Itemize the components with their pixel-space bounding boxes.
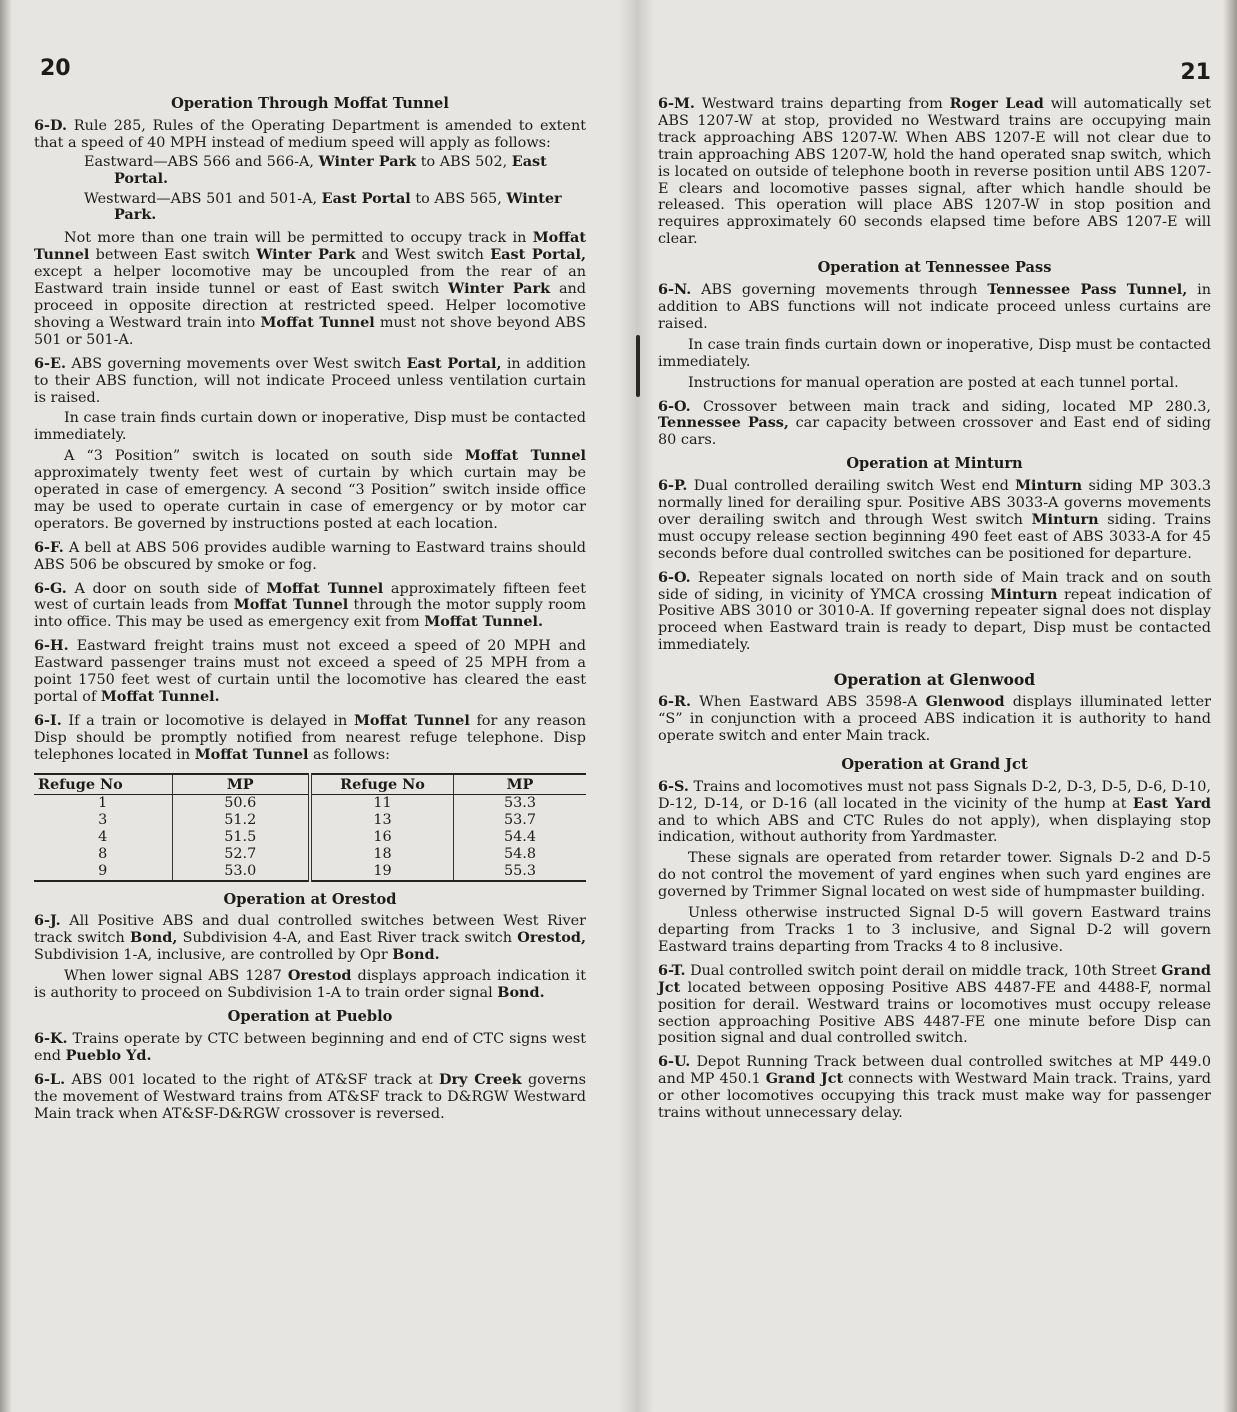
table-cell: 51.2 — [172, 812, 310, 829]
table-header: MP — [172, 774, 310, 794]
rule-6d-westward: Westward—ABS 501 and 501-A, East Portal to ABS 565, Winter Park. — [84, 189, 562, 224]
table-cell: 53.7 — [454, 812, 586, 829]
rule-6f: 6-F. A bell at ABS 506 provides audible warning to Eastward trains should ABS 506 be obscured by smoke or fog. — [34, 538, 587, 573]
heading-orestod: Operation at Orestod — [223, 890, 397, 908]
table-row — [34, 794, 586, 812]
rule-6r: 6-R. When Eastward ABS 3598-A Glenwood displays illuminated letter “S” in conjunction with a proceed ABS indication it is authority to hand operate switch and enter Main track. — [658, 693, 1211, 744]
rule-6h: 6-H. Eastward freight trains must not exceed a speed of 20 MPH and Eastward passenger trains must not exceed a speed of 25 MPH from a point 1750 feet west of curtain until the locomotive has cleared the east portal of Moffat Tunnel. — [34, 637, 586, 705]
table-cell: 53.3 — [454, 794, 586, 812]
rule-6n: 6-N. ABS governing movements through Tennessee Pass Tunnel, in addition to ABS functions will not indicate proceed unless curtains are raised. — [658, 281, 1211, 332]
rule-6n-continuation-2: Instructions for manual operation are posted at each tunnel portal. — [688, 374, 1179, 391]
rule-6j: 6-J. All Positive ABS and dual controlled switches between West River track switch Bond, Subdivision 4-A, and East River track switch Orestod, Subdivision 1-A, inclusive, are controlled by Opr Bond. — [34, 912, 586, 964]
table-cell: 54.8 — [454, 846, 586, 863]
table-row — [34, 829, 586, 846]
rule-6k: 6-K. Trains operate by CTC between beginning and end of CTC signs west end Pueblo Yd. — [34, 1029, 587, 1064]
rule-6u: 6-U. Depot Running Track between dual controlled switches at MP 449.0 and MP 450.1 Grand Jct connects with Westward Main track. Trains, yard or other locomotives occupying this track must make way for passenger trains without unnecessary delay. — [658, 1053, 1211, 1122]
rule-6n-continuation-1: In case train finds curtain down or inoperative, Disp must be contacted immediately. — [658, 336, 1211, 370]
heading-glenwood: Operation at Glenwood — [833, 670, 1036, 690]
table-row — [34, 863, 586, 881]
page-number-right: 21 — [1180, 60, 1211, 85]
table-cell: 55.3 — [454, 863, 586, 881]
table-cell: 54.4 — [454, 829, 586, 846]
table-cell: 13 — [310, 812, 454, 829]
table-cell: 51.5 — [172, 829, 310, 846]
left-column — [34, 92, 586, 1129]
table-cell: 3 — [98, 811, 108, 828]
page-number-left: 20 — [40, 56, 71, 81]
table-cell: 9 — [34, 863, 172, 881]
heading-grand-jct: Operation at Grand Jct — [841, 755, 1028, 773]
table-header: MP — [454, 774, 586, 794]
rule-6j-continuation: When lower signal ABS 1287 Orestod displays approach indication it is authority to proceed on Subdivision 1-A to train order signal Bond. — [34, 967, 586, 1002]
right-page — [636, 0, 1237, 1412]
rule-6s-continuation-1: These signals are operated from retarder tower. Signals D-2 and D-5 do not control the movement of yard engines when such yard engines are governed by Trimmer Signal located on west side of humpmaster building. — [658, 850, 1211, 901]
table-cell: 18 — [310, 846, 454, 863]
rule-6p: 6-P. Dual controlled derailing switch West end Minturn siding MP 303.3 normally lined for derailing spur. Positive ABS 3033-A governs movements over derailing switch and through West switch Minturn siding. Trains must occupy release section beginning 490 feet east of ABS 3033-A for 45 seconds before dual controlled switches can be positioned for departure. — [658, 477, 1212, 562]
refuge-telephone-table — [34, 773, 586, 882]
table-cell: 19 — [310, 863, 454, 881]
table-header: Refuge No — [34, 774, 172, 794]
rule-6l: 6-L. ABS 001 located to the right of AT&SF track at Dry Creek governs the movement of Westward trains from AT&SF track to D&RGW Westward Main track when AT&SF-D&RGW crossover is reversed. — [34, 1070, 586, 1122]
rule-6e-continuation-2: A “3 Position” switch is located on south side Moffat Tunnel approximately twenty feet west of curtain by which curtain may be operated in case of emergency. A second “3 Position” switch inside office may be used to operate curtain in case of emergency or by motor car operators. Be governed by instructions posted at each location. — [34, 447, 586, 532]
rule-6d: 6-D. Rule 285, Rules of the Operating Department is amended to extent that a speed of 40 MPH instead of medium speed will apply as follows: — [34, 116, 586, 151]
table-cell: 16 — [310, 829, 454, 846]
table-cell: 11 — [310, 794, 454, 812]
rule-6d-continuation: Not more than one train will be permitted to occupy track in Moffat Tunnel between East switch Winter Park and West switch East Portal, except a helper locomotive may be uncoupled from the rear of an Eastward train inside tunnel or east of East switch Winter Park and proceed in opposite direction at restricted speed. Helper locomotive shoving a Westward train into Moffat Tunnel must not shove beyond ABS 501 or 501-A. — [34, 229, 587, 348]
heading-moffat-tunnel: Operation Through Moffat Tunnel — [171, 95, 449, 112]
rule-6m: 6-M. Westward trains departing from Roger Lead will automatically set ABS 1207-W at stop, provided no Westward trains are occupying main track approaching ABS 1207-W. When ABS 1207-E will not clear due to train approaching ABS 1207-W, hold the hand operated snap switch, which is located on outside of telephone booth in reverse position until ABS 1207-E clears and locomotive passes signal, after which handle should be released. This operation will place ABS 1207-W in stop position and requires approximately 60 seconds elapsed time before ABS 1207-E will clear. — [658, 95, 1212, 248]
table-cell: 4 — [98, 828, 108, 845]
rule-6e: 6-E. ABS governing movements over West switch East Portal, in addition to their ABS function, will not indicate Proceed unless ventilation curtain is raised. — [34, 354, 586, 406]
table-row — [34, 846, 586, 863]
rule-6d-eastward: Eastward—ABS 566 and 566-A, Winter Park to ABS 502, East Portal. — [84, 152, 547, 187]
table-cell: 1 — [98, 794, 108, 811]
rule-6o: 6-O. Crossover between main track and siding, located MP 280.3, Tennessee Pass, car capacity between crossover and East end of siding 80 cars. — [658, 397, 1211, 449]
rule-6i: 6-I. If a train or locomotive is delayed in Moffat Tunnel for any reason Disp should be promptly notified from nearest refuge telephone. Disp telephones located in Moffat Tunnel as follows: — [34, 711, 586, 763]
table-cell: 52.7 — [172, 846, 310, 863]
rule-6s: 6-S. Trains and locomotives must not pass Signals D-2, D-3, D-5, D-6, D-10, D-12, D-14, or D-16 (all located in the vicinity of the hump at East Yard and to which ABS and CTC Rules do not apply), when displaying stop indication, without authority from Yardmaster. — [658, 777, 1212, 846]
table-header-row — [34, 774, 586, 794]
rule-6e-continuation-1: In case train finds curtain down or inoperative, Disp must be contacted immediately. — [34, 410, 586, 444]
heading-pueblo: Operation at Pueblo — [227, 1007, 393, 1025]
binding-staple-top — [636, 335, 640, 397]
rule-6g: 6-G. A door on south side of Moffat Tunnel approximately fifteen feet west of curtain leads from Moffat Tunnel through the motor supply room into office. This may be used as emergency exit from Moffat Tunnel. — [34, 579, 586, 631]
table-cell: 53.0 — [172, 863, 310, 881]
right-column — [658, 96, 1211, 1129]
table-row — [34, 812, 586, 829]
heading-minturn: Operation at Minturn — [846, 455, 1023, 473]
heading-tennessee-pass: Operation at Tennessee Pass — [817, 259, 1052, 277]
rule-6s-continuation-2: Unless otherwise instructed Signal D-5 will govern Eastward trains departing from Tracks 1 to 3 inclusive, and Signal D-2 will govern Eastward trains departing from Tracks 4 to 8 inclusive. — [658, 905, 1211, 955]
table-cell: 8 — [98, 845, 108, 862]
rule-6q: 6-O. Repeater signals located on north side of Main track and on south side of siding, in vicinity of YMCA crossing Minturn repeat indication of Positive ABS 3010 or 3010-A. If governing repeater signal does not display proceed when Eastward train is ready to depart, Disp must be contacted immediately. — [658, 568, 1211, 654]
rule-6t: 6-T. Dual controlled switch point derail on middle track, 10th Street Grand Jct located between opposing Positive ABS 4487-FE and 4488-F, normal position for derail. Westward trains or locomotives must occupy release section approaching Positive ABS 4487-FE one minute before Disp can position signal and dual controlled switch. — [658, 961, 1211, 1047]
table-header: Refuge No — [310, 774, 454, 794]
table-cell: 50.6 — [172, 794, 310, 812]
